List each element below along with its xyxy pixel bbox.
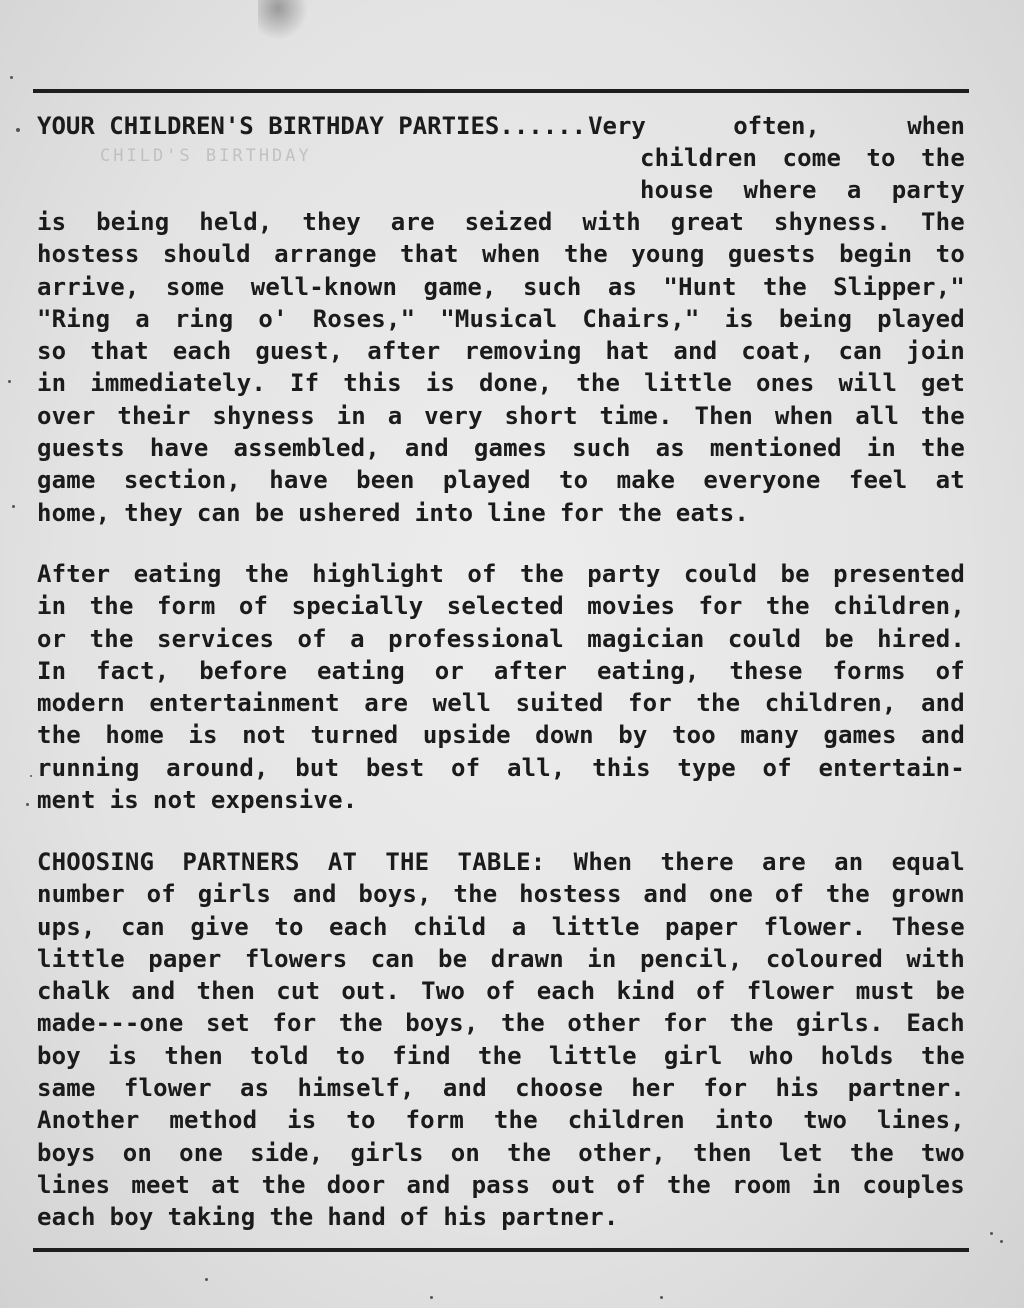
text-line: "Ring a ring o' Roses," "Musical Chairs," is being played <box>37 304 965 333</box>
text-line: children come to the <box>640 144 965 172</box>
text-line: After eating the highlight of the party could be presented <box>37 560 965 588</box>
faint-stamp-text: CHILD'S BIRTHDAY <box>100 146 312 166</box>
text-line: so that each guest, after removing hat and coat, can join <box>37 337 965 366</box>
section1-heading-rest <box>586 110 965 142</box>
page-fold-shadow <box>258 0 308 40</box>
text-line: lines meet at the door and pass out of the room in couples <box>37 1170 965 1199</box>
text-line: ups, can give to each child a little paper flower. These <box>37 912 965 941</box>
section1-indented-lines <box>640 142 965 207</box>
text-line: chalk and then cut out. Two of each kind of flower must be <box>37 977 965 1006</box>
text-line: in the form of specially selected movies for the children, <box>37 592 965 621</box>
text-line: number of girls and boys, the hostess and one of the grown <box>37 880 965 909</box>
text-line: In fact, before eating or after eating, these forms of <box>37 656 965 685</box>
text-line: over their shyness in a very short time. Then when all the <box>37 401 965 430</box>
top-rule <box>33 89 969 93</box>
text-line: in immediately. If this is done, the little ones will get <box>37 369 965 398</box>
text-line: CHOOSING PARTNERS AT THE TABLE: When there are an equal <box>37 848 965 876</box>
text-line: the home is not turned upside down by too many games and <box>37 721 965 750</box>
text-line: is being held, they are seized with great shyness. The <box>37 208 965 236</box>
text-line: hostess should arrange that when the young guests begin to <box>37 240 965 269</box>
section1-heading: YOUR CHILDREN'S BIRTHDAY PARTIES...... <box>37 112 587 140</box>
heading-word: when <box>907 112 965 140</box>
text-line: house where a party <box>640 176 965 205</box>
text-line: running around, but best of all, this type of entertain- <box>37 753 965 782</box>
text-line: each boy taking the hand of his partner. <box>37 1203 619 1232</box>
heading-word: Very <box>588 112 646 140</box>
text-line: home, they can be ushered into line for the eats. <box>37 498 750 527</box>
text-line: guests have assembled, and games such as mentioned in the <box>37 434 965 463</box>
section2-body <box>37 558 965 816</box>
text-line: same flower as himself, and choose her for his partner. <box>37 1074 965 1103</box>
text-line: made---one set for the boys, the other for the girls. Each <box>37 1009 965 1038</box>
text-line: arrive, some well-known game, such as "Hunt the Slipper," <box>37 272 965 301</box>
section1-heading-line <box>37 110 965 142</box>
section1-body <box>37 206 965 529</box>
heading-word: often, <box>733 112 820 140</box>
section3-body <box>37 846 965 1234</box>
text-line: little paper flowers can be drawn in pencil, coloured with <box>37 944 965 973</box>
text-line: or the services of a professional magician could be hired. <box>37 624 965 653</box>
text-line: modern entertainment are well suited for the children, and <box>37 689 965 718</box>
text-line: boy is then told to find the little girl who holds the <box>37 1041 965 1070</box>
text-line: Another method is to form the children into two lines, <box>37 1106 965 1135</box>
bottom-rule <box>33 1248 969 1252</box>
text-line: game section, have been played to make everyone feel at <box>37 466 965 495</box>
text-line: ment is not expensive. <box>37 786 358 815</box>
text-line: boys on one side, girls on the other, then let the two <box>37 1138 965 1167</box>
